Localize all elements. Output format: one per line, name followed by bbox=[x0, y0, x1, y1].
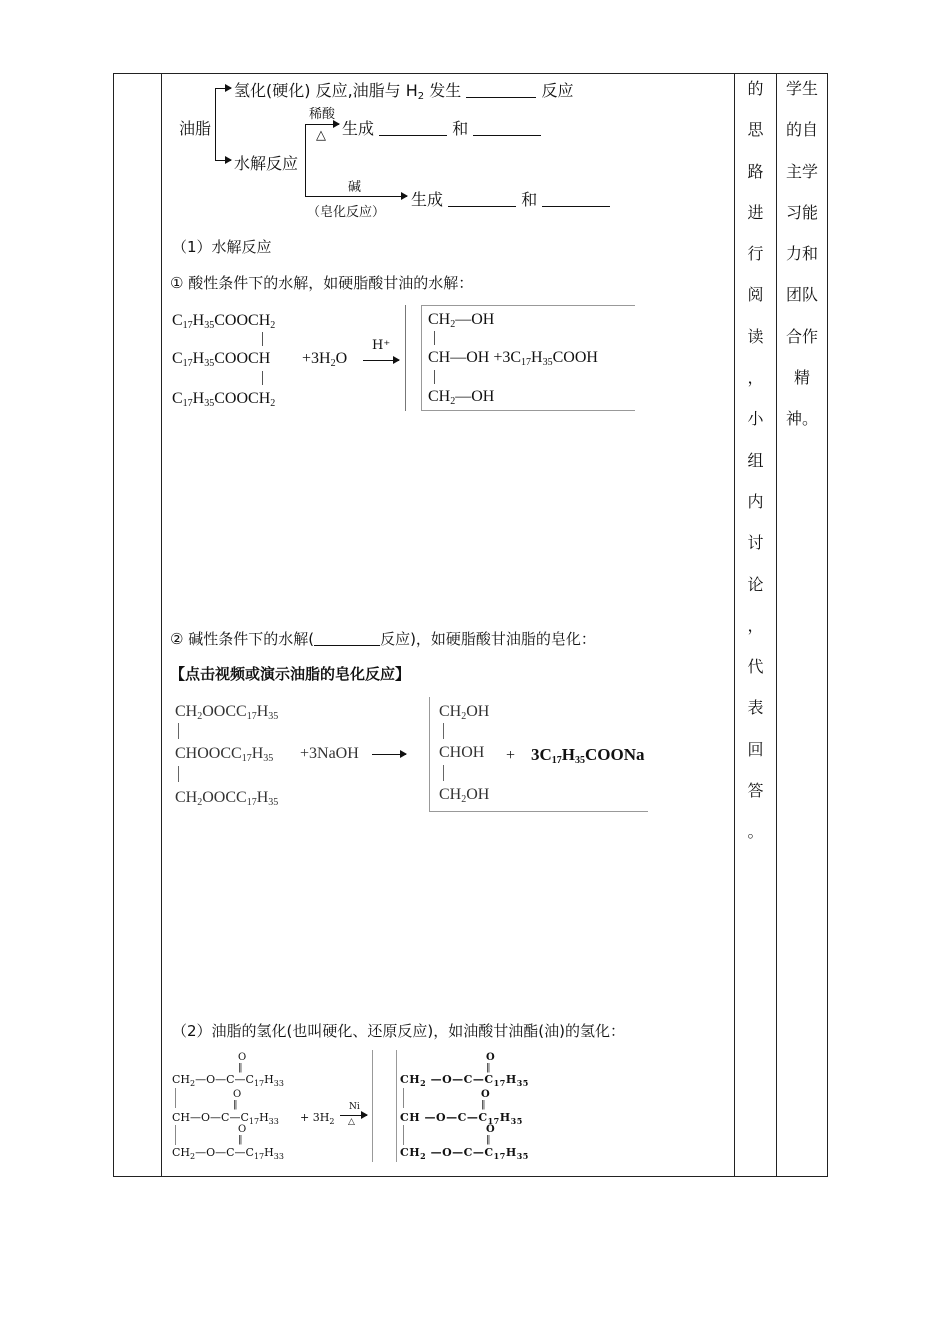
reactant-row: $C_{17}H_{35}COOCH_2$ bbox=[172, 390, 276, 409]
reactant-row: $C_{17}H_{35}COOCH$ bbox=[172, 350, 271, 369]
demo-note[interactable]: 【点击视频或演示油脂的皂化反应】 bbox=[170, 665, 411, 683]
answer-blank[interactable] bbox=[314, 631, 380, 646]
base-hydrolysis-text: ② 碱性条件下的水解( 反应)，如硬脂酸甘油脂的皂化： bbox=[170, 630, 596, 648]
catalyst: Ni bbox=[349, 1102, 360, 1112]
base-product-line: 生成 和 bbox=[411, 187, 610, 210]
acid-condition: 稀酸 bbox=[309, 107, 336, 122]
answer-blank[interactable] bbox=[448, 192, 516, 207]
reactant-row: $C_{17}H_{35}COOCH_2$ bbox=[172, 312, 276, 331]
hydrolysis-branch: 水解反应 bbox=[234, 154, 299, 173]
product-row: CHOH bbox=[439, 744, 485, 761]
design-intent-column: 学生 的自 主学 习能 力和 团队 合作 精 神。 bbox=[785, 79, 818, 429]
product-row: $CH_2—OH$ bbox=[428, 311, 495, 330]
product-row: $CH_2OH$ bbox=[439, 703, 490, 722]
reagent: + $3H_2$ bbox=[300, 1111, 335, 1126]
answer-blank[interactable] bbox=[379, 121, 447, 136]
product-row: $CH_2OH$ bbox=[439, 786, 490, 805]
reactant-row: $CH_2OOCC_{17}H_{35}$ bbox=[175, 703, 279, 722]
answer-blank[interactable] bbox=[473, 121, 541, 136]
heat-symbol: △ bbox=[316, 128, 326, 143]
base-condition: 碱 bbox=[348, 180, 362, 195]
answer-blank[interactable] bbox=[466, 83, 536, 98]
acid-product-line: 生成 和 bbox=[342, 116, 541, 139]
product-row: $CH_2$ $—O—C—C_{17}H_{35}$ bbox=[400, 1146, 529, 1161]
section-heading: （2）油脂的氢化(也叫硬化、还原反应)，如油酸甘油酯(油)的氢化： bbox=[172, 1022, 625, 1040]
product-row: $CH_2$ $—O—C—C_{17}H_{35}$ bbox=[400, 1073, 529, 1088]
reactant-row: $CH_2—O—C—C_{17}H_{33}$ bbox=[172, 1146, 284, 1161]
reactant-row: $CHOOCC_{17}H_{35}$ bbox=[175, 745, 274, 764]
acid-hydrolysis-text: ① 酸性条件下的水解，如硬脂酸甘油的水解： bbox=[170, 274, 474, 292]
catalyst: H⁺ bbox=[372, 338, 391, 353]
reactant-row: $CH_2—O—C—C_{17}H_{33}$ bbox=[172, 1073, 284, 1088]
heat-symbol: △ bbox=[348, 1117, 355, 1127]
reagent: $+3H_2O$ bbox=[302, 350, 348, 369]
soap-product: $3C_{17}H_{35}COONa$ bbox=[531, 745, 645, 766]
plus-sign: + bbox=[506, 747, 516, 764]
hydrogenation-branch: 氢化(硬化) 反应,油脂与 $H_2$ 发生 反应 bbox=[234, 81, 574, 102]
table-divider bbox=[161, 73, 162, 1177]
teacher-activity-column: 的 思 路 进 行 阅 读 ， 小 组 内 讨 论 ， 代 表 回 答 。 bbox=[747, 79, 764, 842]
product-row: CH—OH $+3C_{17}H_{35}COOH$ bbox=[428, 349, 598, 368]
answer-blank[interactable] bbox=[542, 192, 610, 207]
saponification-note: （皂化反应） bbox=[307, 205, 386, 220]
product-row: $CH_2—OH$ bbox=[428, 388, 495, 407]
product-row: CH $—O—C—C_{17}H_{35}$ bbox=[400, 1111, 523, 1126]
section-heading: （1）水解反应 bbox=[172, 238, 272, 256]
reagent: +3NaOH bbox=[300, 745, 359, 762]
reactant-row: $CH_2OOCC_{17}H_{35}$ bbox=[175, 789, 279, 808]
root-label: 油脂 bbox=[179, 119, 212, 138]
reactant-row: $CH—O—C—C_{17}H_{33}$ bbox=[172, 1111, 279, 1126]
